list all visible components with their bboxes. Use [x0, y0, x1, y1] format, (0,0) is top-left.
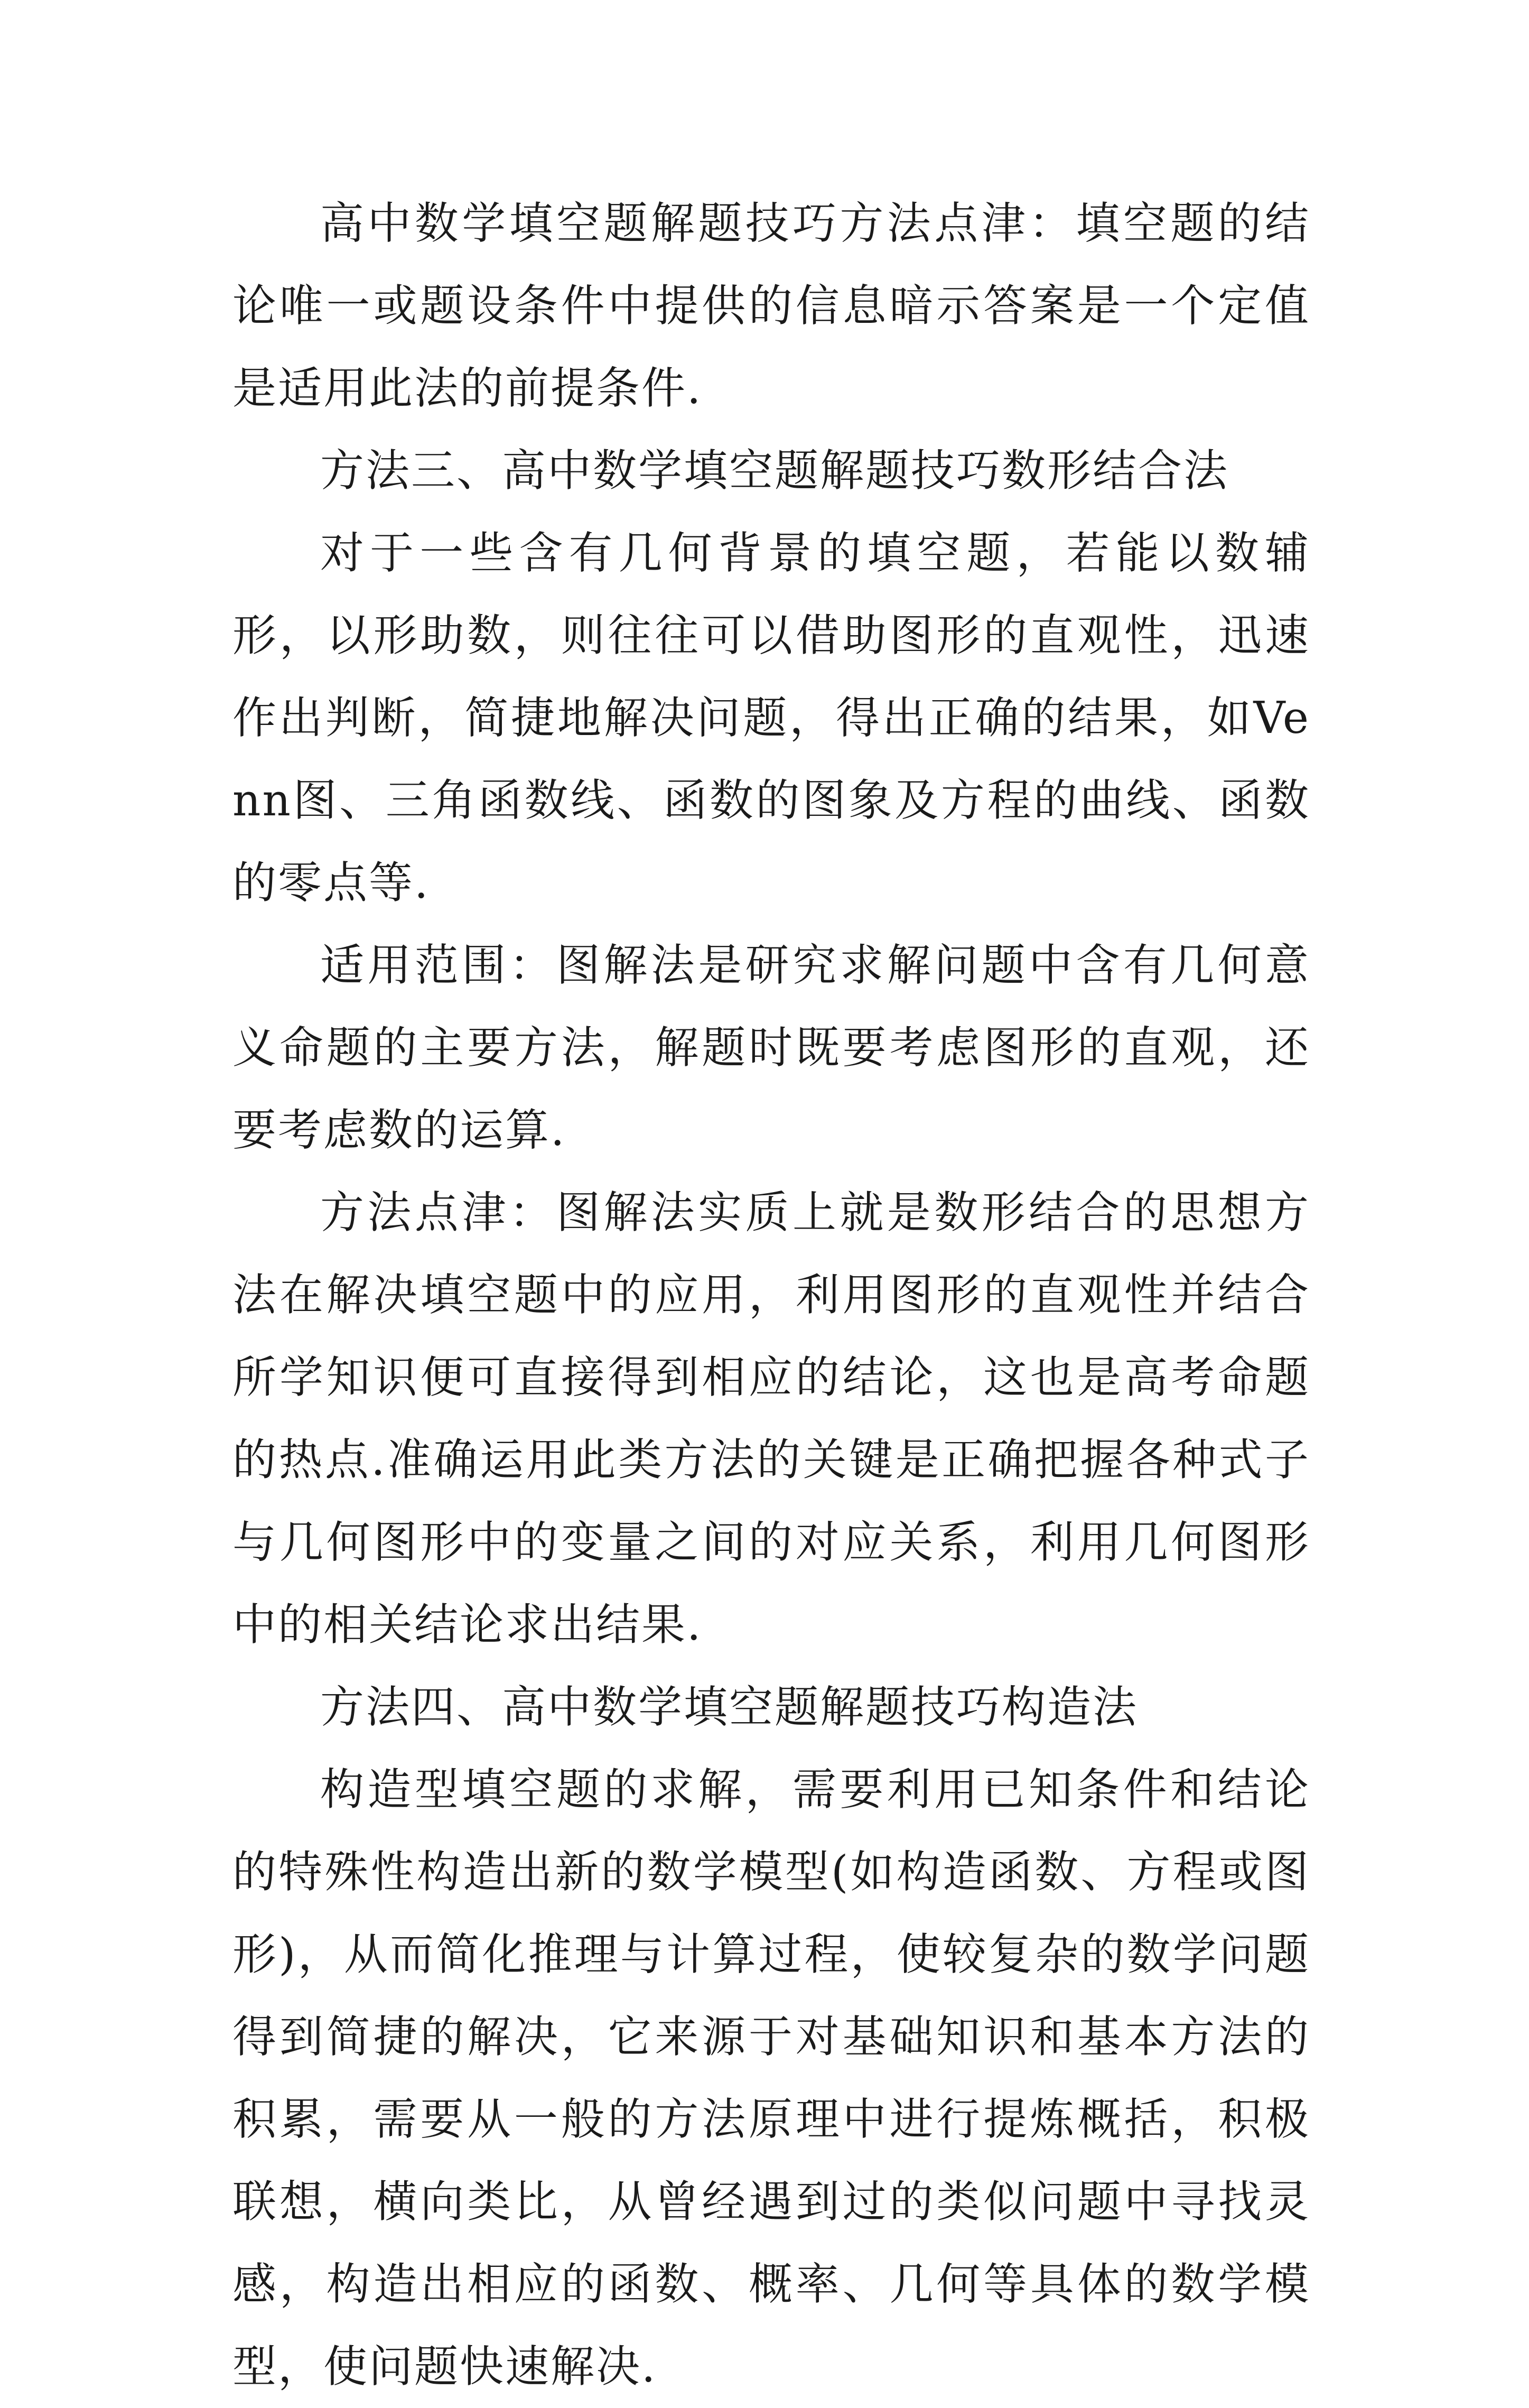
paragraph-method-tip-intro: 高中数学填空题解题技巧方法点津：填空题的结论唯一或题设条件中提供的信息暗示答案是一个定值是适用此法的前提条件. [232, 198, 1310, 414]
heading-method-four: 方法四、高中数学填空题解题技巧构造法 [320, 1681, 1138, 1733]
paragraph-method-three-body: 对于一些含有几何背景的填空题，若能以数辅形，以形助数，则往往可以借助图形的直观性，迅速作出判断，简捷地解决问题，得出正确的结果，如Venn图、三角函数线、函数的图象及方程的曲线、函数的零点等. [232, 527, 1310, 908]
paragraph-applicable-scope: 适用范围：图解法是研究求解问题中含有几何意义命题的主要方法，解题时既要考虑图形的直观，还要考虑数的运算. [232, 940, 1310, 1156]
document-body [232, 182, 1310, 2408]
paragraph-method-four-body: 构造型填空题的求解，需要利用已知条件和结论的特殊性构造出新的数学模型(如构造函数、方程或图形)，从而简化推理与计算过程，使较复杂的数学问题得到简捷的解决，它来源于对基础知识和基本方法的积累，需要从一般的方法原理中进行提炼概括，积极联想，横向类比，从曾经遇到过的类似问题中寻找灵感，构造出相应的函数、概率、几何等具体的数学模型，使问题快速解决. [232, 1764, 1310, 2392]
heading-method-three: 方法三、高中数学填空题解题技巧数形结合法 [320, 445, 1229, 496]
paragraph-method-tip-graph: 方法点津：图解法实质上就是数形结合的思想方法在解决填空题中的应用，利用图形的直观性并结合所学知识便可直接得到相应的结论，这也是高考命题的热点.准确运用此类方法的关键是正确把握各种式子与几何图形中的变量之间的对应关系，利用几何图形中的相关结论求出结果. [232, 1187, 1310, 1650]
